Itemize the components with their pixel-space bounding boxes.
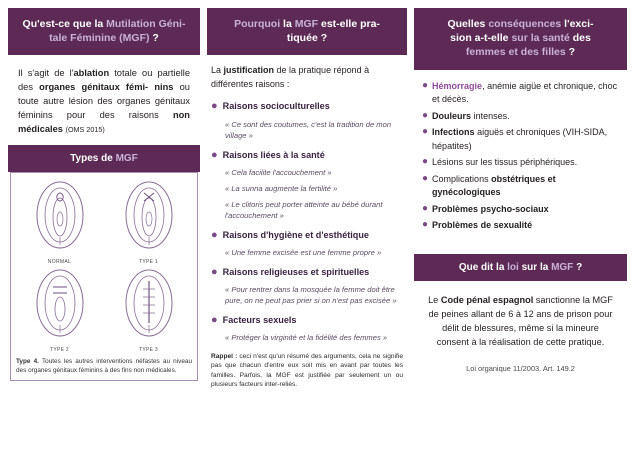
consequence-text	[432, 110, 619, 124]
middle-spacer	[207, 393, 407, 444]
bullet-dot-icon: ●	[422, 172, 429, 184]
left-spacer	[8, 381, 200, 444]
right-spacer	[414, 373, 627, 444]
definition-text-3: ou toute autre lésion des organes génitaux féminins pour des raisons	[18, 82, 190, 121]
rappel-bold: Rappel :	[211, 353, 238, 361]
consequence-text: Lésions sur les tissus périphériques.	[432, 157, 578, 168]
diagram-normal-anatomy	[21, 179, 99, 253]
consequence-bold: Hémorragie	[432, 80, 483, 91]
bullet-dot-icon: ●	[422, 156, 429, 168]
bullet-dot-icon: ●	[211, 314, 218, 327]
law-heading-accent-1: loi	[507, 261, 519, 273]
right-heading-text-5: ?	[568, 46, 576, 59]
right-column	[414, 8, 627, 444]
bullet-dot-icon: ●	[422, 79, 429, 91]
types-banner-text: Types de	[70, 153, 116, 165]
right-heading-text-2: l'exci-	[561, 18, 594, 30]
definition-bold-2: organes génitaux fémi-	[39, 82, 149, 93]
middle-body	[207, 55, 407, 393]
bullet-dot-icon: ●	[422, 109, 429, 121]
reason-quote: « Cela facilite l'accouchement »	[225, 167, 332, 177]
consequence-item	[422, 126, 619, 153]
bullet-dot-icon: ●	[211, 265, 218, 278]
consequence-lead: Complications	[432, 173, 489, 184]
law-heading-text-3: ?	[573, 261, 583, 273]
bullet-dot-icon: ●	[422, 126, 429, 138]
reason-quote: « Pour rentrer dans la mosquée la femme doit être pure, on ne peut pas prier si on n'est pas excisée »	[225, 285, 397, 306]
middle-heading-banner	[207, 8, 407, 55]
consequence-rest: intenses.	[471, 110, 510, 121]
figure-note	[16, 358, 192, 375]
right-heading-text-3: sion a-t-elle	[450, 32, 512, 45]
middle-heading-accent-2: MGF	[294, 18, 319, 30]
types-banner	[8, 145, 200, 172]
left-heading-banner	[8, 8, 200, 55]
middle-intro-paragraph	[211, 64, 403, 91]
definition-bold-3: nins	[154, 82, 174, 93]
consequence-item	[422, 80, 619, 107]
left-heading-part-1: Qu'est-ce que la	[22, 18, 107, 30]
reason-quote: « La sunna augmente la fertilité »	[225, 183, 338, 193]
consequence-rest: , anémie aigüe et chronique, choc et décès.	[432, 80, 618, 105]
right-heading-accent-2: sur la santé	[511, 32, 570, 45]
definition-bold-4: non médicales	[18, 110, 190, 135]
consequence-item	[422, 156, 619, 170]
figure-cell-type3	[105, 267, 192, 353]
right-heading-text-4: des	[569, 32, 591, 45]
left-heading-part-3: tale Féminine (MGF)	[49, 32, 150, 45]
right-heading-accent-1: conséquences	[488, 18, 562, 30]
reason-item	[211, 314, 403, 327]
consequence-bold: Douleurs	[432, 110, 472, 121]
reason-label: Raisons socioculturelles	[222, 101, 330, 112]
consequence-text	[432, 219, 619, 233]
bullet-dot-icon: ●	[211, 148, 218, 161]
reason-quote: « Le clitoris peut porter atteinte au bébé durant l'accouchement »	[225, 199, 383, 220]
consequences-list	[414, 70, 627, 240]
rappel-text: ceci n'est qu'un résumé des arguments, cela ne signifie pas que chacun d'entre eux soit mis en avant par toutes les familles. Parfois, la MGF est justifiée par seulement un ou plusieurs facteurs inter-reliés.	[211, 353, 404, 388]
right-heading-accent-3: femmes et des filles	[465, 46, 569, 59]
intro-text-2: de la pratique répond à différentes raisons :	[211, 65, 370, 89]
figure-caption-type3: TYPE 3	[138, 347, 159, 354]
figure-caption-type2: TYPE 2	[49, 347, 70, 354]
consequence-item	[422, 173, 619, 200]
consequence-text	[432, 203, 619, 217]
law-section	[414, 254, 627, 373]
reason-label: Facteurs sexuels	[222, 315, 297, 326]
reason-label: Raisons liées à la santé	[222, 149, 325, 160]
diagram-type-2	[21, 267, 99, 341]
definition-bold-1: ablation	[73, 68, 110, 79]
left-definition-paragraph	[8, 55, 200, 145]
rappel-note	[211, 352, 403, 389]
figure-note-bold: Type 4.	[16, 358, 39, 366]
law-paragraph	[414, 281, 627, 350]
law-heading-accent-2: MGF	[551, 261, 574, 273]
figure-cell-type1	[105, 179, 192, 265]
left-heading-part-2: Mutilation Géni-	[106, 18, 186, 30]
right-heading-banner	[414, 8, 627, 70]
reason-item	[211, 100, 403, 113]
reason-label: Raisons d'hygiène et d'esthétique	[222, 229, 369, 240]
middle-column	[207, 8, 407, 444]
figure-grid	[16, 179, 192, 353]
middle-heading-text-1: la	[280, 18, 295, 30]
intro-text-1: La	[211, 65, 224, 76]
consequence-item	[422, 203, 619, 217]
consequence-bold: Infections	[432, 127, 475, 138]
consequence-rest-bold: obstétriques et gynécologiques	[432, 173, 556, 198]
reason-quote: « Ce sont des coutumes, c'est la tradition de mon village »	[225, 119, 392, 140]
law-bold-1: Code pénal espagnol	[440, 294, 534, 305]
consequence-text	[432, 173, 619, 200]
types-banner-accent: MGF	[115, 153, 138, 165]
reason-item	[211, 266, 403, 279]
figure-cell-type2	[16, 267, 103, 353]
middle-heading-text-3: tiquée ?	[286, 32, 328, 45]
reason-item	[211, 229, 403, 242]
law-text-1: Le	[428, 294, 441, 305]
diagram-type-1	[110, 179, 188, 253]
consequence-bold: Problèmes psycho-sociaux	[432, 203, 549, 214]
left-column	[8, 8, 200, 444]
middle-heading-text-2: est-elle pra-	[318, 18, 380, 30]
consequence-text	[432, 80, 619, 107]
reason-quote: « Une femme excisée est une femme propre »	[225, 247, 382, 257]
reason-item	[211, 149, 403, 162]
law-heading-banner	[414, 254, 627, 281]
figure-caption-normal: NORMAL	[47, 259, 72, 266]
right-heading-text-1: Quelles	[447, 18, 489, 30]
consequence-rest: aiguës et chroniques (VIH-SIDA, hépatites)	[432, 127, 608, 151]
bullet-dot-icon: ●	[211, 228, 218, 241]
figure-note-text: Toutes les autres interventions néfastes au niveau des organes génitaux féminins à des fins non médicales.	[16, 358, 193, 374]
law-text-2: sanctionne la MGF de peines allant de 6 à 12 ans de prison pour délit de blessures, même si la mineure consent à la réalisation de cette pratique.	[428, 294, 613, 348]
consequence-bold: Problèmes de sexualité	[432, 220, 533, 231]
consequence-item	[422, 219, 619, 233]
definition-text-1: Il s'agit de l'	[18, 68, 74, 79]
figure-caption-type1: TYPE 1	[138, 259, 159, 266]
definition-source: (OMS 2015)	[65, 125, 105, 135]
consequence-item	[422, 110, 619, 124]
bullet-dot-icon: ●	[422, 202, 429, 214]
bullet-dot-icon: ●	[422, 219, 429, 231]
consequence-text	[432, 126, 619, 153]
diagram-type-3	[110, 267, 188, 341]
intro-bold-1: justification	[223, 65, 275, 76]
mgf-types-figure	[10, 172, 198, 381]
law-heading-text-1: Que dit la	[458, 261, 508, 273]
figure-cell-normal	[16, 179, 103, 265]
reason-quote: « Protéger la virginité et la fidélité des femmes »	[225, 333, 388, 343]
law-heading-text-2: sur la	[518, 261, 552, 273]
left-heading-part-4: ?	[149, 32, 159, 45]
law-reference: Loi organique 11/2003. Art. 149.2	[466, 363, 575, 373]
middle-heading-accent-1: Pourquoi	[234, 18, 281, 30]
reason-label: Raisons religieuses et spirituelles	[222, 266, 370, 277]
bullet-dot-icon: ●	[211, 100, 218, 113]
definition-text-2: totale ou partielle des	[18, 68, 190, 93]
